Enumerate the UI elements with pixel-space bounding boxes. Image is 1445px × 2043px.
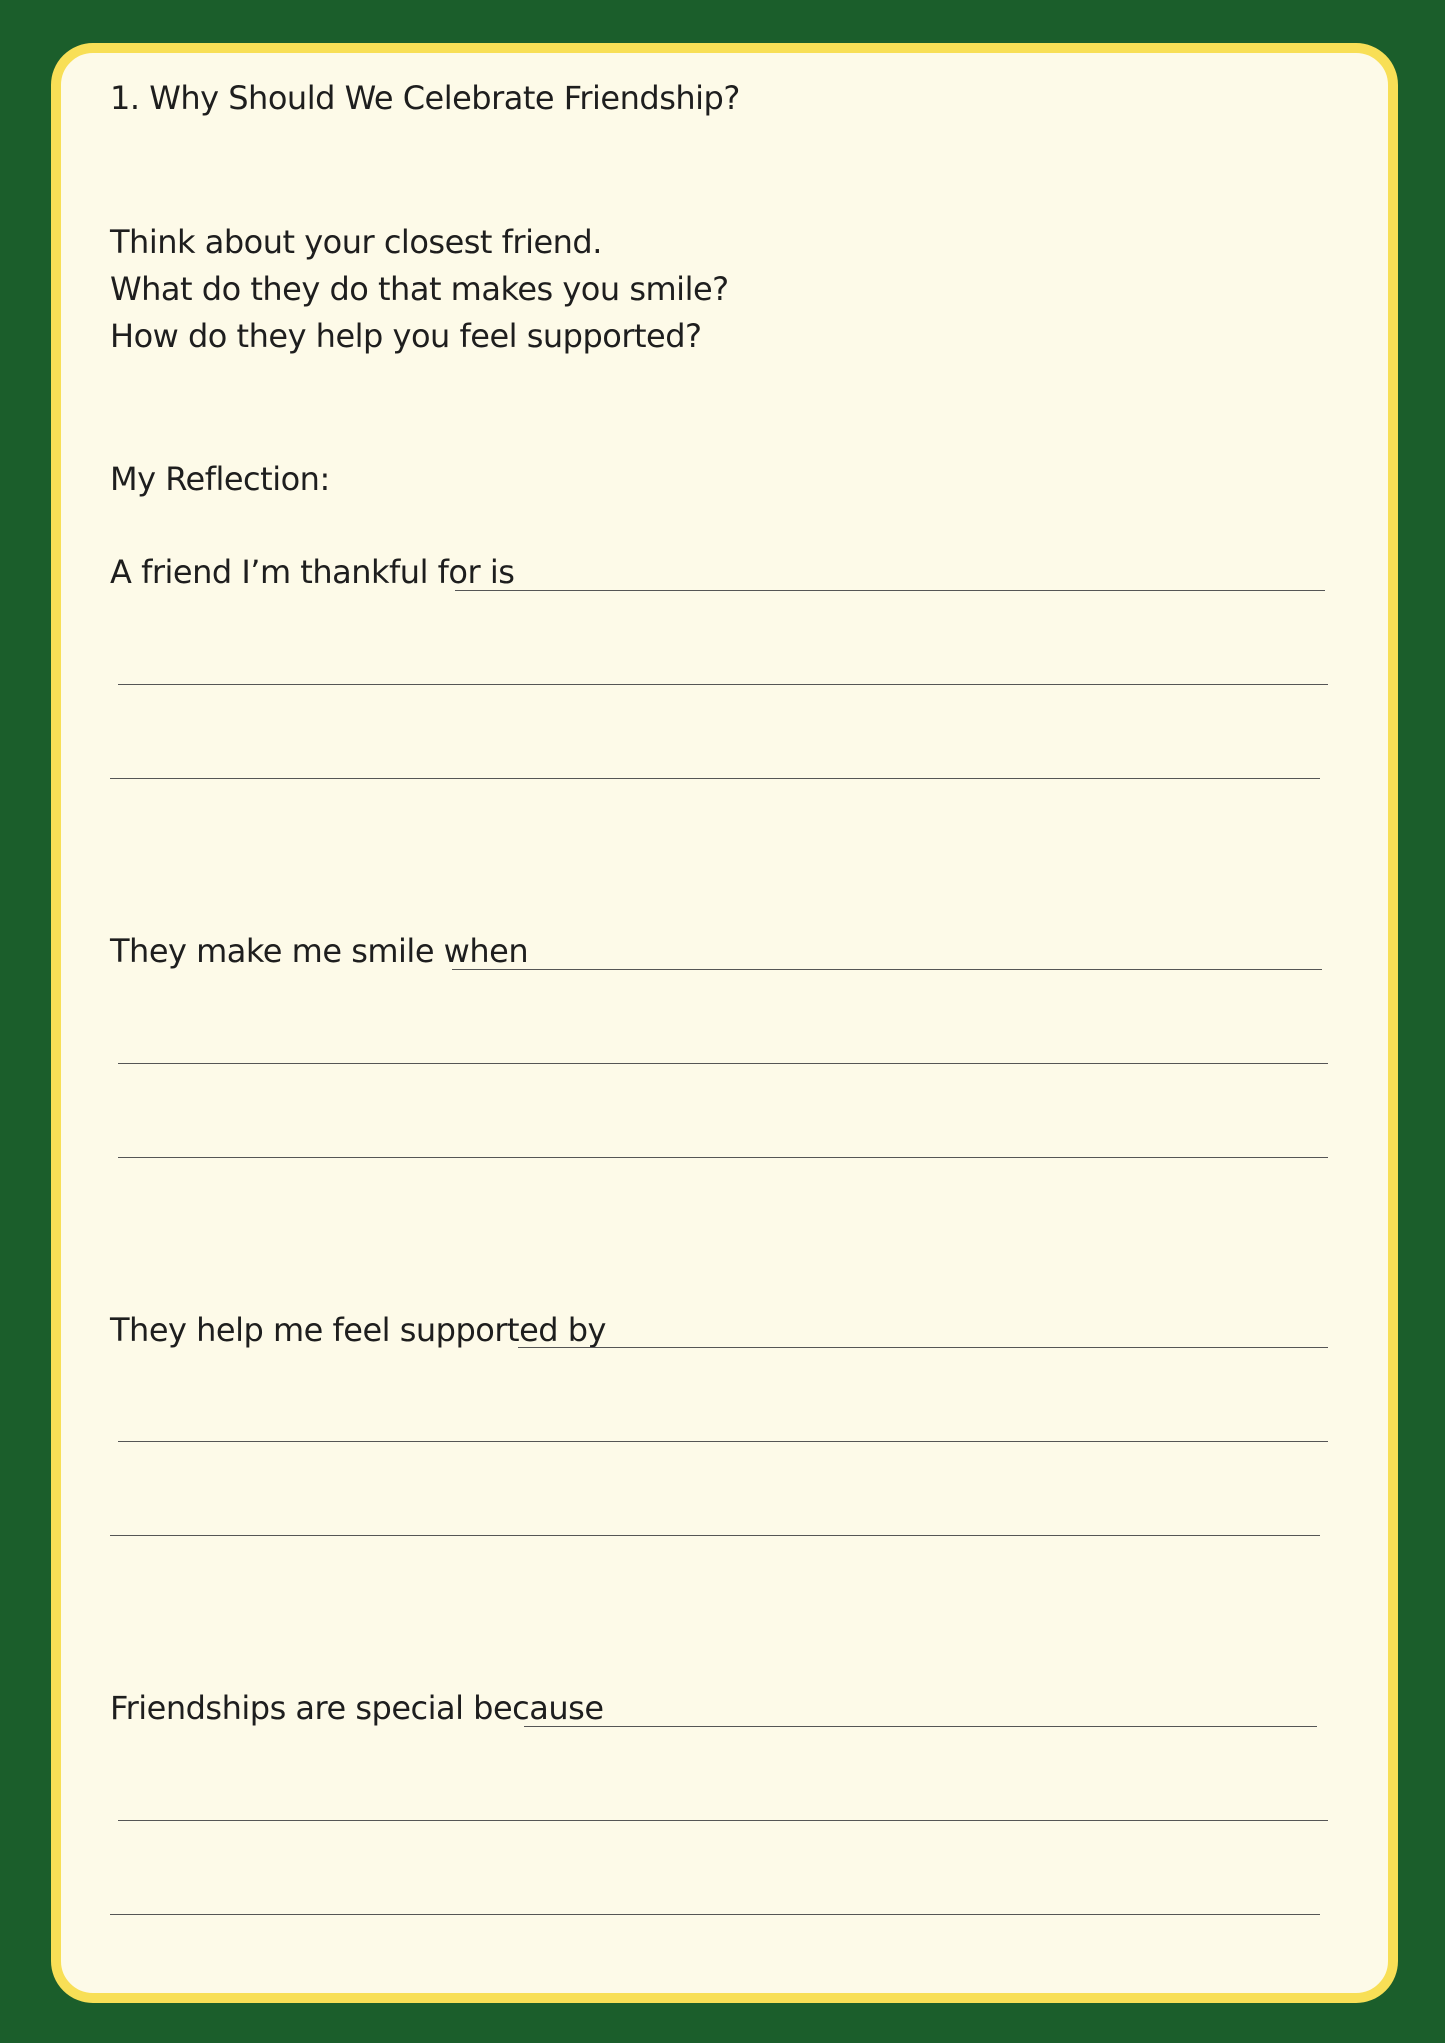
- intro-line-2: What do they do that makes you smile?: [110, 270, 729, 308]
- answer-line[interactable]: [110, 778, 1320, 779]
- worksheet-title: 1. Why Should We Celebrate Friendship?: [110, 79, 740, 117]
- intro-line-1: Think about your closest friend.: [110, 223, 602, 261]
- answer-line[interactable]: [452, 969, 1322, 970]
- answer-line[interactable]: [118, 684, 1328, 685]
- answer-line[interactable]: [118, 1063, 1328, 1064]
- answer-line[interactable]: [518, 1347, 1328, 1348]
- prompt-label-special: Friendships are special because: [110, 1689, 604, 1727]
- intro-line-3: How do they help you feel supported?: [110, 317, 702, 355]
- answer-line[interactable]: [524, 1726, 1317, 1727]
- prompt-label-friend: A friend I’m thankful for is: [110, 553, 515, 591]
- answer-line[interactable]: [455, 590, 1325, 591]
- reflection-heading: My Reflection:: [110, 460, 330, 498]
- answer-line[interactable]: [110, 1535, 1320, 1536]
- prompt-label-supported: They help me feel supported by: [110, 1311, 606, 1349]
- prompt-label-smile: They make me smile when: [110, 932, 529, 970]
- answer-line[interactable]: [118, 1157, 1328, 1158]
- answer-line[interactable]: [110, 1914, 1320, 1915]
- answer-line[interactable]: [118, 1441, 1328, 1442]
- answer-line[interactable]: [118, 1820, 1328, 1821]
